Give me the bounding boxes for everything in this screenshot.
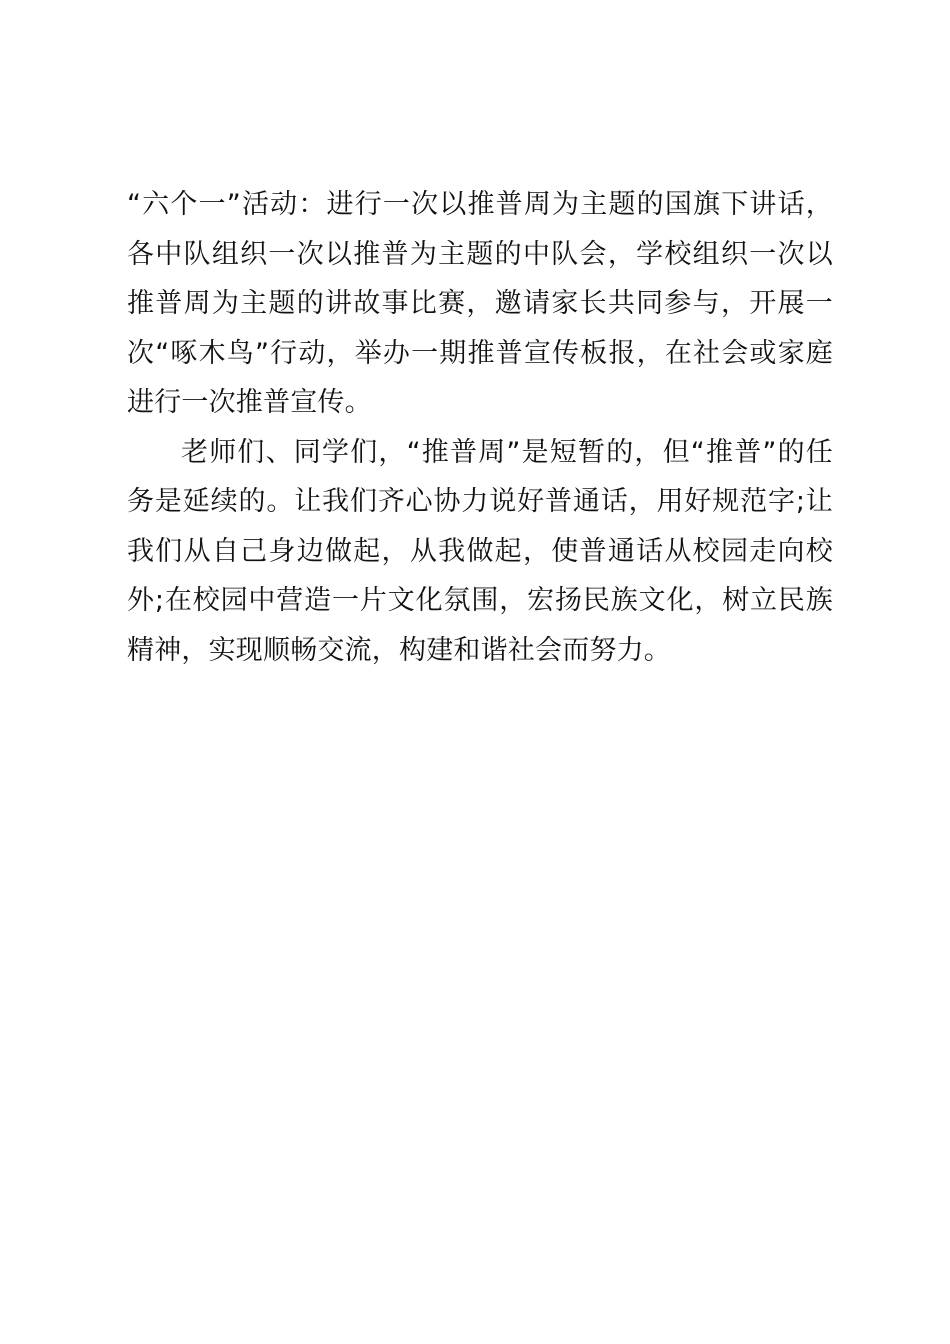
document-body: [127, 180, 833, 675]
paragraph-closing: 老师们、同学们，“推普周”是短暂的，但“推普”的任务是延续的。让我们齐心协力说好普通话，用好规范字;让我们从自己身边做起，从我做起，使普通话从校园走向校外;在校园中营造一片文化氛围，宏扬民族文化，树立民族精神，实现顺畅交流，构建和谐社会而努力。: [127, 436, 833, 666]
paragraph-activities: “六个一”活动：进行一次以推普周为主题的国旗下讲话，各中队组织一次以推普为主题的中队会，学校组织一次以推普周为主题的讲故事比赛，邀请家长共同参与，开展一次“啄木鸟”行动，举办一期推普宣传板报，在社会或家庭进行一次推普宣传。: [127, 189, 833, 418]
